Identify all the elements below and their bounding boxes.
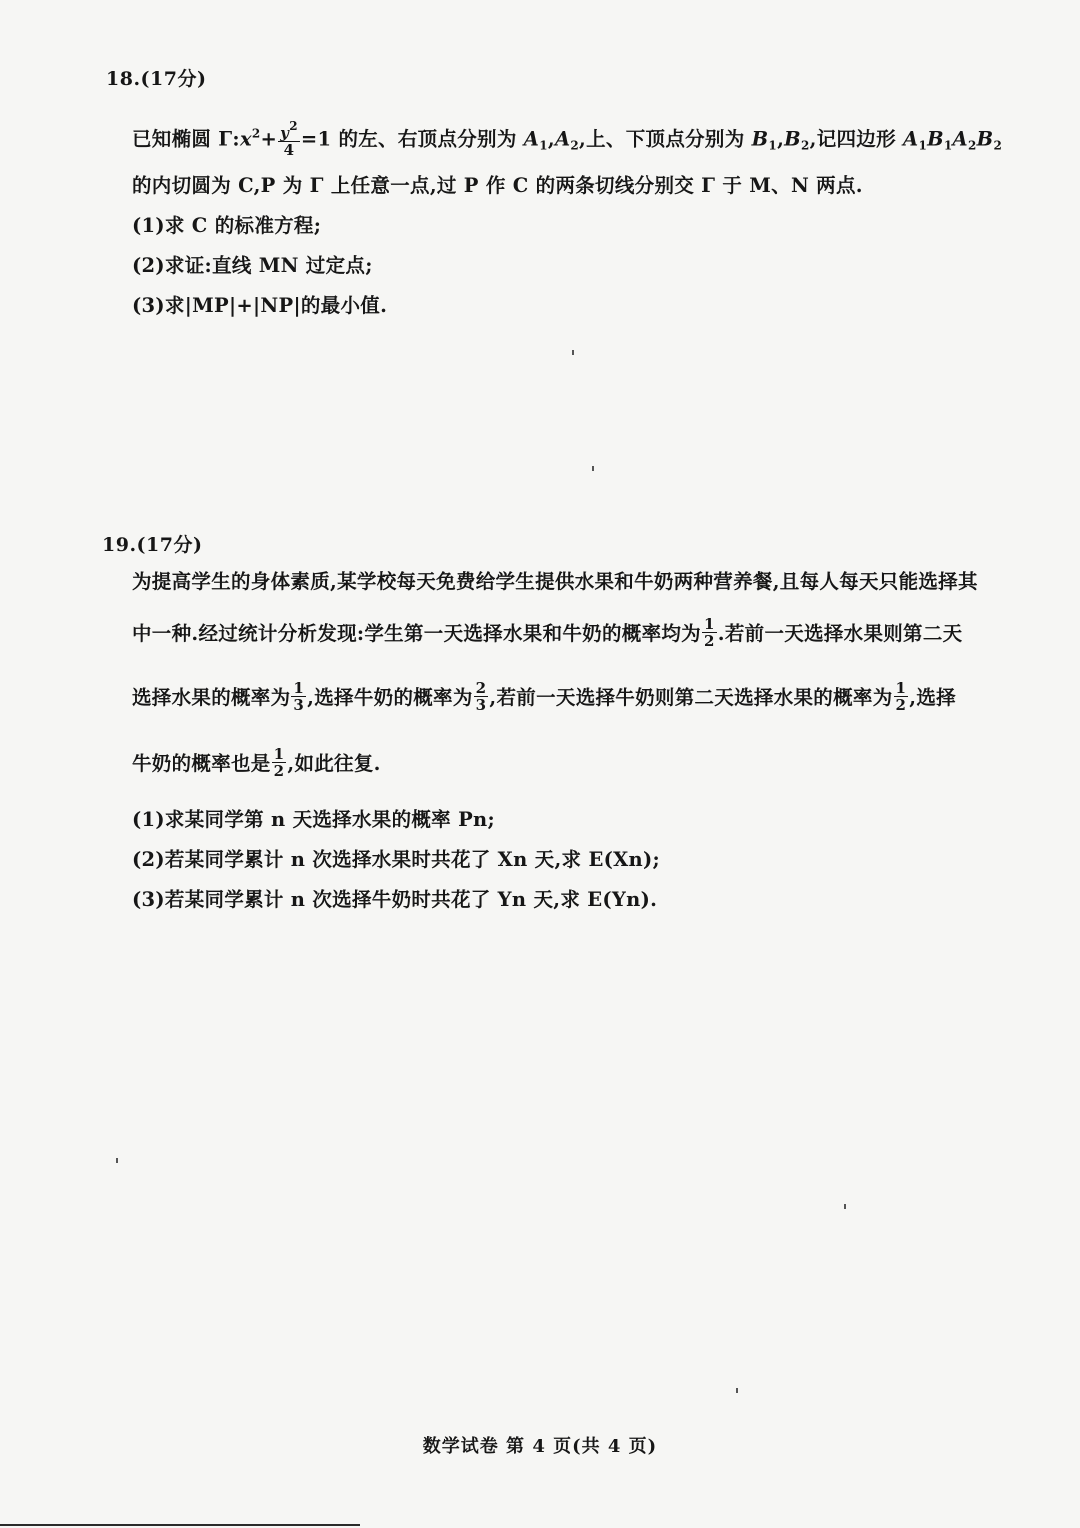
subscript: 1 (768, 138, 778, 153)
subscript: 1 (943, 138, 953, 153)
var-y: y (280, 124, 290, 142)
problem-19-line-2 (132, 615, 963, 651)
subscript: 2 (800, 138, 810, 153)
fraction-one-half (702, 616, 717, 649)
scan-speck (572, 350, 574, 355)
text: ,选择牛奶的概率为 (307, 686, 473, 709)
exponent: 2 (289, 119, 298, 133)
denominator: 4 (283, 141, 295, 159)
text: ,若前一天选择牛奶则第二天选择水果的概率为 (489, 686, 893, 709)
numerator: 1 (273, 745, 285, 763)
page-footer: 数学试卷 第 4 页(共 4 页) (422, 1436, 658, 1457)
scan-speck (736, 1388, 738, 1393)
text: ,如此往复. (287, 752, 381, 775)
problem-18-line-2: 的内切圆为 C,P 为 Γ 上任意一点,过 P 作 C 的两条切线分别交 Γ 于 M、N 两点. (132, 174, 863, 197)
problem-19-line-4 (132, 745, 381, 781)
var-q2: B (927, 127, 944, 151)
subscript: 1 (539, 138, 548, 153)
fraction-one-half (894, 680, 909, 713)
var-b1: B (751, 127, 769, 151)
text: ,记四边形 (809, 127, 903, 151)
denominator: 2 (273, 762, 285, 780)
problem-19-line-1: 为提高学生的身体素质,某学校每天免费给学生提供水果和牛奶两种营养餐,且每人每天只能选择其 (132, 570, 978, 593)
problem-18-question-1: (1)求 C 的标准方程; (132, 214, 322, 237)
scan-speck (592, 466, 594, 471)
text: =1 的左、右顶点分别为 (300, 127, 524, 151)
problem-19-header: 19.(17分) (102, 534, 203, 556)
problem-18-question-3: (3)求|MP|+|NP|的最小值. (132, 294, 388, 317)
fraction-y2-over-4 (278, 118, 300, 158)
denominator: 3 (293, 696, 305, 714)
var-q3: A (952, 127, 968, 151)
scan-speck (844, 1204, 846, 1209)
fraction-one-half (272, 746, 287, 779)
var-a2: A (554, 127, 571, 151)
problem-19-line-3 (132, 679, 956, 715)
text: 中一种.经过统计分析发现:学生第一天选择水果和牛奶的概率均为 (132, 622, 701, 645)
text: ,上、下顶点分别为 (579, 127, 752, 151)
var-q1: A (903, 127, 919, 151)
text: 牛奶的概率也是 (132, 752, 271, 775)
subscript: 1 (918, 138, 928, 153)
comma: , (777, 127, 785, 151)
exponent: 2 (251, 126, 261, 141)
problem-18-line-1 (132, 120, 1002, 160)
var-q4: B (976, 127, 994, 151)
subscript: 2 (967, 138, 977, 153)
fraction-one-third (291, 680, 306, 713)
problem-19-question-3: (3)若某同学累计 n 次选择牛奶时共花了 Yn 天,求 E(Yn). (132, 888, 658, 911)
numerator (278, 118, 300, 142)
denominator: 3 (475, 696, 487, 714)
bottom-rule (0, 1524, 360, 1526)
numerator: 1 (704, 615, 715, 633)
numerator: 1 (293, 679, 305, 697)
scan-speck (116, 1158, 118, 1163)
numerator: 2 (475, 679, 487, 697)
comma: , (547, 127, 555, 151)
problem-18-question-2: (2)求证:直线 MN 过定点; (132, 254, 373, 277)
var-a1: A (523, 127, 540, 151)
numerator: 1 (895, 679, 907, 697)
denominator: 2 (895, 696, 907, 714)
subscript: 2 (570, 138, 580, 153)
plus-sign: + (260, 127, 278, 151)
text: .若前一天选择水果则第二天 (717, 622, 963, 645)
var-x: x (239, 127, 252, 151)
denominator: 2 (704, 632, 715, 650)
text: 选择水果的概率为 (132, 686, 291, 709)
subscript: 2 (993, 138, 1003, 153)
text: 已知椭圆 Γ: (132, 127, 240, 151)
problem-19-question-1: (1)求某同学第 n 天选择水果的概率 Pn; (132, 808, 496, 831)
fraction-two-thirds (474, 680, 489, 713)
problem-18-header: 18.(17分) (106, 68, 207, 90)
var-b2: B (784, 127, 801, 151)
text: ,选择 (909, 686, 956, 709)
problem-19-question-2: (2)若某同学累计 n 次选择水果时共花了 Xn 天,求 E(Xn); (132, 848, 661, 871)
